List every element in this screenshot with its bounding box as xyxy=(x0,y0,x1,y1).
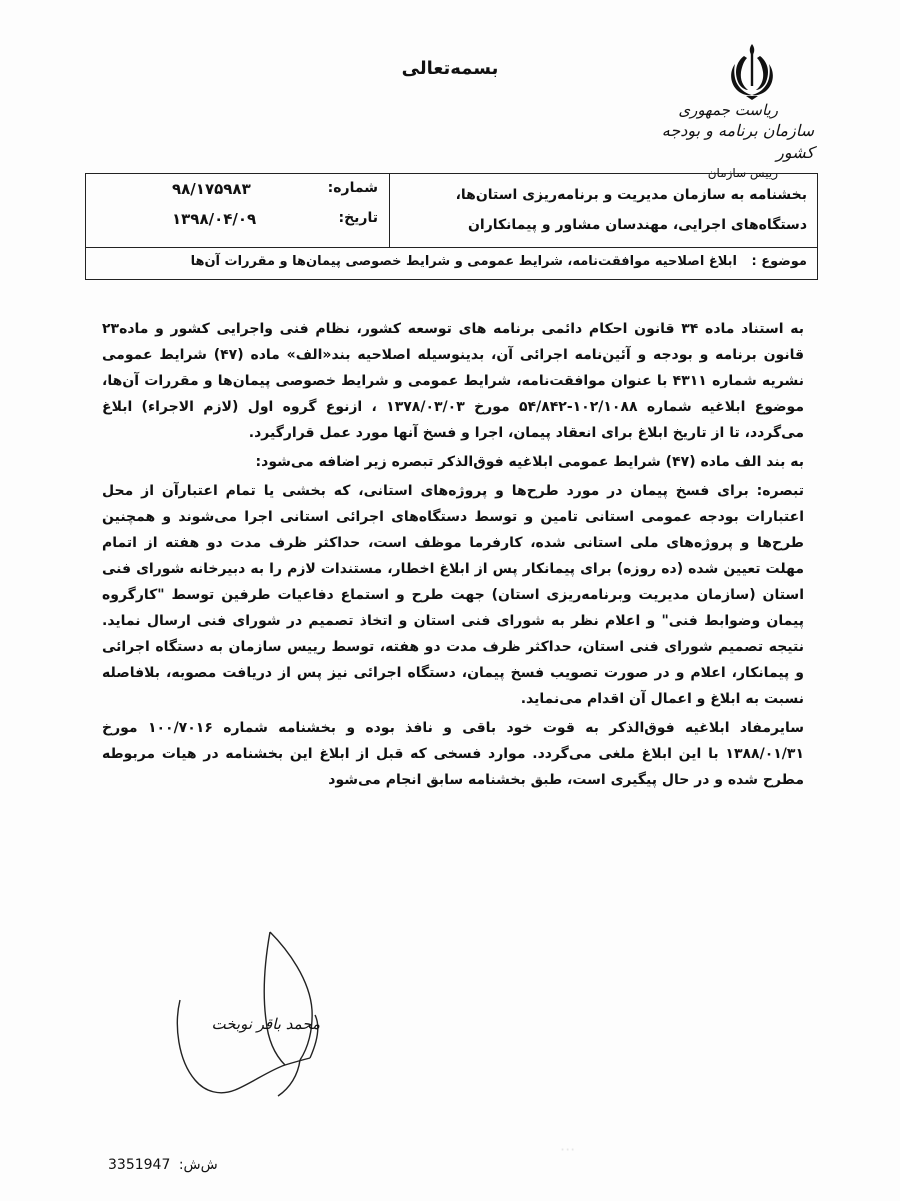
body-paragraph-3: تبصره: برای فسخ پیمان در مورد طرح‌ها و پروژه‌های استانی، که بخشی یا تمام اعتبارآن از محل اعتبارات بودجه عمومی استانی تامین و توسط دستگاه‌های اجرائی استانی اجرا می‌شوند و همچنین طرح‌ها و پروژه‌های ملی استانی شده، کارفرما موظف است، حداکثر ظرف مدت دو هفته از اتمام مهلت تعیین شده (ده روزه) برای پیمانکار پس از ابلاغ اخطار، مستندات لازم را به دبیرخانه شورای فنی استان (سازمان مدیریت وبرنامه‌ریزی استان) جهت طرح و استماع دفاعیات طرفین توسط "کارگروه پیمان وضوابط فنی" و اعلام نظر به شورای فنی استان و اتخاذ تصمیم در شورای فنی ارسال نماید. نتیجه تصمیم شورای فنی استان، حداکثر ظرف مدت دو هفته، توسط رییس سازمان به دستگاه اجرائی و پیمانکار، اعلام و در صورت تصویب فسخ پیمان، دستگاه اجرائی نیز پس از دریافت مصوبه، بلافاصله نسبت به ابلاغ و اعمال آن اقدام می‌نماید. xyxy=(102,483,804,707)
footer-reference-label: ش‌ش: xyxy=(178,1157,218,1173)
footer-reference xyxy=(108,1157,218,1173)
letter-body xyxy=(102,316,804,793)
subject-label: موضوع : xyxy=(751,254,807,269)
org-head-title: رییس سازمان xyxy=(707,166,778,180)
body-paragraph-4: سایرمفاد ابلاغیه فوق‌الذکر به قوت خود باقی و نافذ بوده و بخشنامه شماره ۱۰۰/۷۰۱۶ مورخ ۱۳۸۸/۰۱/۳۱ با این ابلاغ ملغی می‌گردد. موارد فسخی که قبل از ابلاغ این بخشنامه در هیات مربوطه مطرح شده و در حال پیگیری است، طبق بخشنامه سابق انجام می‌شود xyxy=(102,720,805,788)
reference-number-value: ۹۸/۱۷۵۹۸۳ xyxy=(172,180,251,198)
organization-block xyxy=(654,100,814,182)
addressee-line-2: دستگاه‌های اجرایی، مهندسان مشاور و پیمانکاران xyxy=(467,217,807,233)
body-paragraph-1: به استناد ماده ۳۴ قانون احکام دائمی برنامه های توسعه کشور، نظام فنی واجرایی کشور و ماده۲۳ قانون برنامه و بودجه و آئین‌نامه اجرائی آن، بدینوسیله اصلاحیه بند«الف» ماده (۴۷) شرایط عمومی نشریه شماره ۴۳۱۱ با عنوان موافقت‌نامه، شرایط عمومی و شرایط خصوصی پیمان‌ها و مقررات آن‌ها، موضوع ابلاغیه شماره ۱۰۲/۱۰۸۸-۵۴/۸۴۲ مورخ ۱۳۷۸/۰۳/۰۳ ، ازنوع گروه اول (لازم الاجراء) ابلاغ می‌گردد، تا از تاریخ ابلاغ برای انعقاد پیمان، اجرا و فسخ آنها مورد عمل قرارگیرد. xyxy=(102,321,805,441)
iran-emblem-icon xyxy=(722,40,782,102)
org-presidency: ریاست جمهوری xyxy=(678,101,778,119)
reference-date-row xyxy=(98,210,382,234)
reference-number-row xyxy=(98,180,382,204)
addressee-line-1: بخشنامه به سازمان مدیریت و برنامه‌ریزی استان‌ها، xyxy=(455,187,807,203)
subject-row xyxy=(107,254,807,269)
header-divider-horizontal xyxy=(86,247,817,248)
basmala-heading: بسمه‌تعالی xyxy=(401,58,499,79)
body-paragraph-2: به بند الف ماده (۴۷) شرایط عمومی ابلاغیه فوق‌الذکر تبصره زیر اضافه می‌شود: xyxy=(255,454,804,470)
org-name: سازمان برنامه و بودجه کشور xyxy=(661,121,814,162)
header-divider-vertical xyxy=(389,174,390,247)
addressee-block xyxy=(397,180,807,240)
signer-name: محمد باقر نوبخت xyxy=(211,1015,320,1033)
subject-text: ابلاغ اصلاحیه موافقت‌نامه، شرایط عمومی و شرایط خصوصی پیمان‌ها و مقررات آن‌ها xyxy=(190,254,737,269)
reference-date-label: تاریخ: xyxy=(338,210,378,226)
faint-stamp-mark: ··· xyxy=(560,1140,576,1159)
reference-date-value: ۱۳۹۸/۰۴/۰۹ xyxy=(172,210,257,228)
footer-reference-value: 3351947 xyxy=(108,1157,171,1173)
letter-header-table xyxy=(85,173,818,280)
reference-number-label: شماره: xyxy=(327,180,378,196)
